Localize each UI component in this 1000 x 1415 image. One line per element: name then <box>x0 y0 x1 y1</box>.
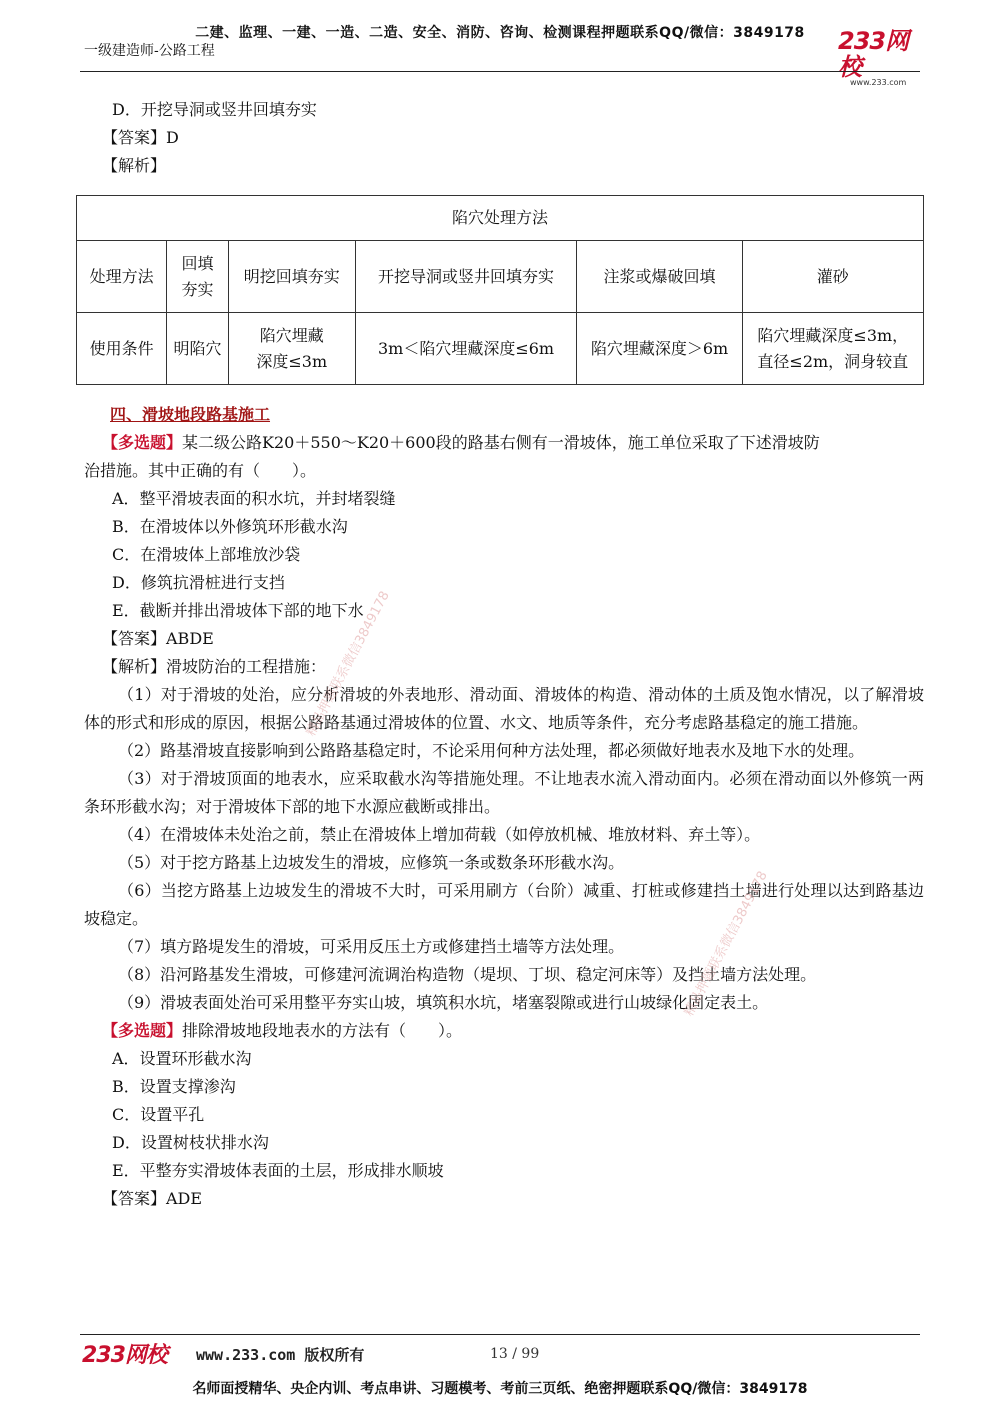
table-cell: 明挖回填夯实 <box>228 241 355 313</box>
q2-option-c: C．设置平孔 <box>112 1105 205 1124</box>
q2-option-d: D．设置树枝状排水沟 <box>112 1133 269 1152</box>
q1-option-e: E．截断并排出滑坡体下部的地下水 <box>112 601 364 620</box>
q2-answer: 【答案】ADE <box>102 1189 203 1208</box>
answer: 【答案】D <box>102 128 179 147</box>
table-cell: 3m＜陷穴埋藏深度≤6m <box>355 313 577 385</box>
q1-option-c: C．在滑坡体上部堆放沙袋 <box>112 545 301 564</box>
table-cell: 开挖导洞或竖井回填夯实 <box>355 241 577 313</box>
analysis-point: （6）当挖方路基上边坡发生的滑坡不大时，可采用刷方（台阶）减重、打桩或修建挡土墙进行处理以达到路基边坡稳定。 <box>84 881 924 928</box>
analysis-point: （5）对于挖方路基上边坡发生的滑坡，应修筑一条或数条环形截水沟。 <box>118 853 625 872</box>
subject-title: 一级建造师-公路工程 <box>84 43 215 59</box>
logo-url: www.233.com <box>850 78 907 87</box>
q2-stem <box>84 1017 924 1045</box>
main-content <box>84 401 924 1213</box>
section-heading: 四、滑坡地段路基施工 <box>110 405 271 424</box>
q1-option-d: D．修筑抗滑桩进行支挡 <box>112 573 285 592</box>
q2-option-b: B．设置支撑渗沟 <box>112 1077 236 1096</box>
logo-text: 233网校 <box>838 27 909 81</box>
analysis-point: （2）路基滑坡直接影响到公路路基稳定时，不论采用何种方法处理，都必须做好地表水及地下水的处理。 <box>118 741 865 760</box>
copyright: www.233.com 版权所有 <box>196 1346 365 1364</box>
q1-analysis: 【解析】滑坡防治的工程措施： <box>102 657 327 676</box>
table-cell: 明陷穴 <box>167 313 229 385</box>
analysis-label: 【解析】 <box>102 156 167 175</box>
prev-question <box>84 96 924 180</box>
footer-promo: 名师面授精华、央企内训、考点串讲、习题模考、考前三页纸、绝密押题联系QQ/微信：3849178 <box>192 1381 808 1397</box>
table-cell: 使用条件 <box>77 313 167 385</box>
watermark: 精品押题联系微信3849178 <box>681 868 771 1019</box>
table-cell: 注浆或爆破回填 <box>577 241 742 313</box>
q1-stem-text: 某二级公路K20＋550～K20＋600段的路基右侧有一滑坡体，施工单位采取了下述滑坡防 <box>182 433 820 452</box>
q1-stem-line2: 治措施。其中正确的有（ ）。 <box>84 461 317 480</box>
analysis-point: （3）对于滑坡顶面的地表水，应采取截水沟等措施处理。不让地表水流入滑动面内。必须在滑动面以外修筑一两条环形截水沟；对于滑坡体下部的地下水源应截断或排出。 <box>84 769 924 816</box>
table-cell: 陷穴埋藏 深度≤3m <box>228 313 355 385</box>
footer-divider <box>80 1334 920 1335</box>
footer-logo: 233网校 <box>82 1343 167 1368</box>
q2-tag: 【多选题】 <box>102 1021 183 1040</box>
table-title: 陷穴处理方法 <box>77 196 924 241</box>
q1-tag: 【多选题】 <box>102 433 183 452</box>
option-d: D．开挖导洞或竖井回填夯实 <box>112 100 317 119</box>
analysis-point: （8）沿河路基发生滑坡，可修建河流调治构造物（堤坝、丁坝、稳定河床等）及挡土墙方法处理。 <box>118 965 817 984</box>
table-cell: 灌砂 <box>742 241 923 313</box>
analysis-point: （9）滑坡表面处治可采用整平夯实山坡，填筑积水坑，堵塞裂隙或进行山坡绿化固定表土。 <box>118 993 769 1012</box>
header-promo: 二建、监理、一建、一造、二造、安全、消防、咨询、检测课程押题联系QQ/微信：3849178 <box>195 25 805 41</box>
q2-stem-text: 排除滑坡地段地表水的方法有（ ）。 <box>182 1021 463 1040</box>
q2-option-a: A．设置环形截水沟 <box>112 1049 252 1068</box>
table-cell: 处理方法 <box>77 241 167 313</box>
analysis-point: （1）对于滑坡的处治，应分析滑坡的外表地形、滑动面、滑坡体的构造、滑动体的土质及饱水情况，以了解滑坡体的形式和形成的原因，根据公路路基通过滑坡体的位置、水文、地质等条件，充分考虑路基稳定的施工措施。 <box>84 685 924 732</box>
q1-option-b: B．在滑坡体以外修筑环形截水沟 <box>112 517 348 536</box>
brand-logo <box>838 27 928 87</box>
page-number: 13 / 99 <box>490 1346 540 1362</box>
q1-option-a: A．整平滑坡表面的积水坑，并封堵裂缝 <box>112 489 396 508</box>
q2-option-e: E．平整夯实滑坡体表面的土层，形成排水顺坡 <box>112 1161 444 1180</box>
analysis-point: （4）在滑坡体未处治之前，禁止在滑坡体上增加荷载（如停放机械、堆放材料、弃土等）。 <box>118 825 761 844</box>
table-cell: 陷穴埋藏深度＞6m <box>577 313 742 385</box>
pit-treatment-table <box>76 195 924 385</box>
table-cell: 回填 夯实 <box>167 241 229 313</box>
q1-stem-line1 <box>84 429 924 457</box>
header-divider <box>80 71 920 72</box>
watermark: 精品押题联系微信3849178 <box>303 588 393 739</box>
table-cell: 陷穴埋藏深度≤3m， 直径≤2m，洞身较直 <box>742 313 923 385</box>
analysis-point: （7）填方路堤发生的滑坡，可采用反压土方或修建挡土墙等方法处理。 <box>118 937 625 956</box>
q1-answer: 【答案】ABDE <box>102 629 214 648</box>
